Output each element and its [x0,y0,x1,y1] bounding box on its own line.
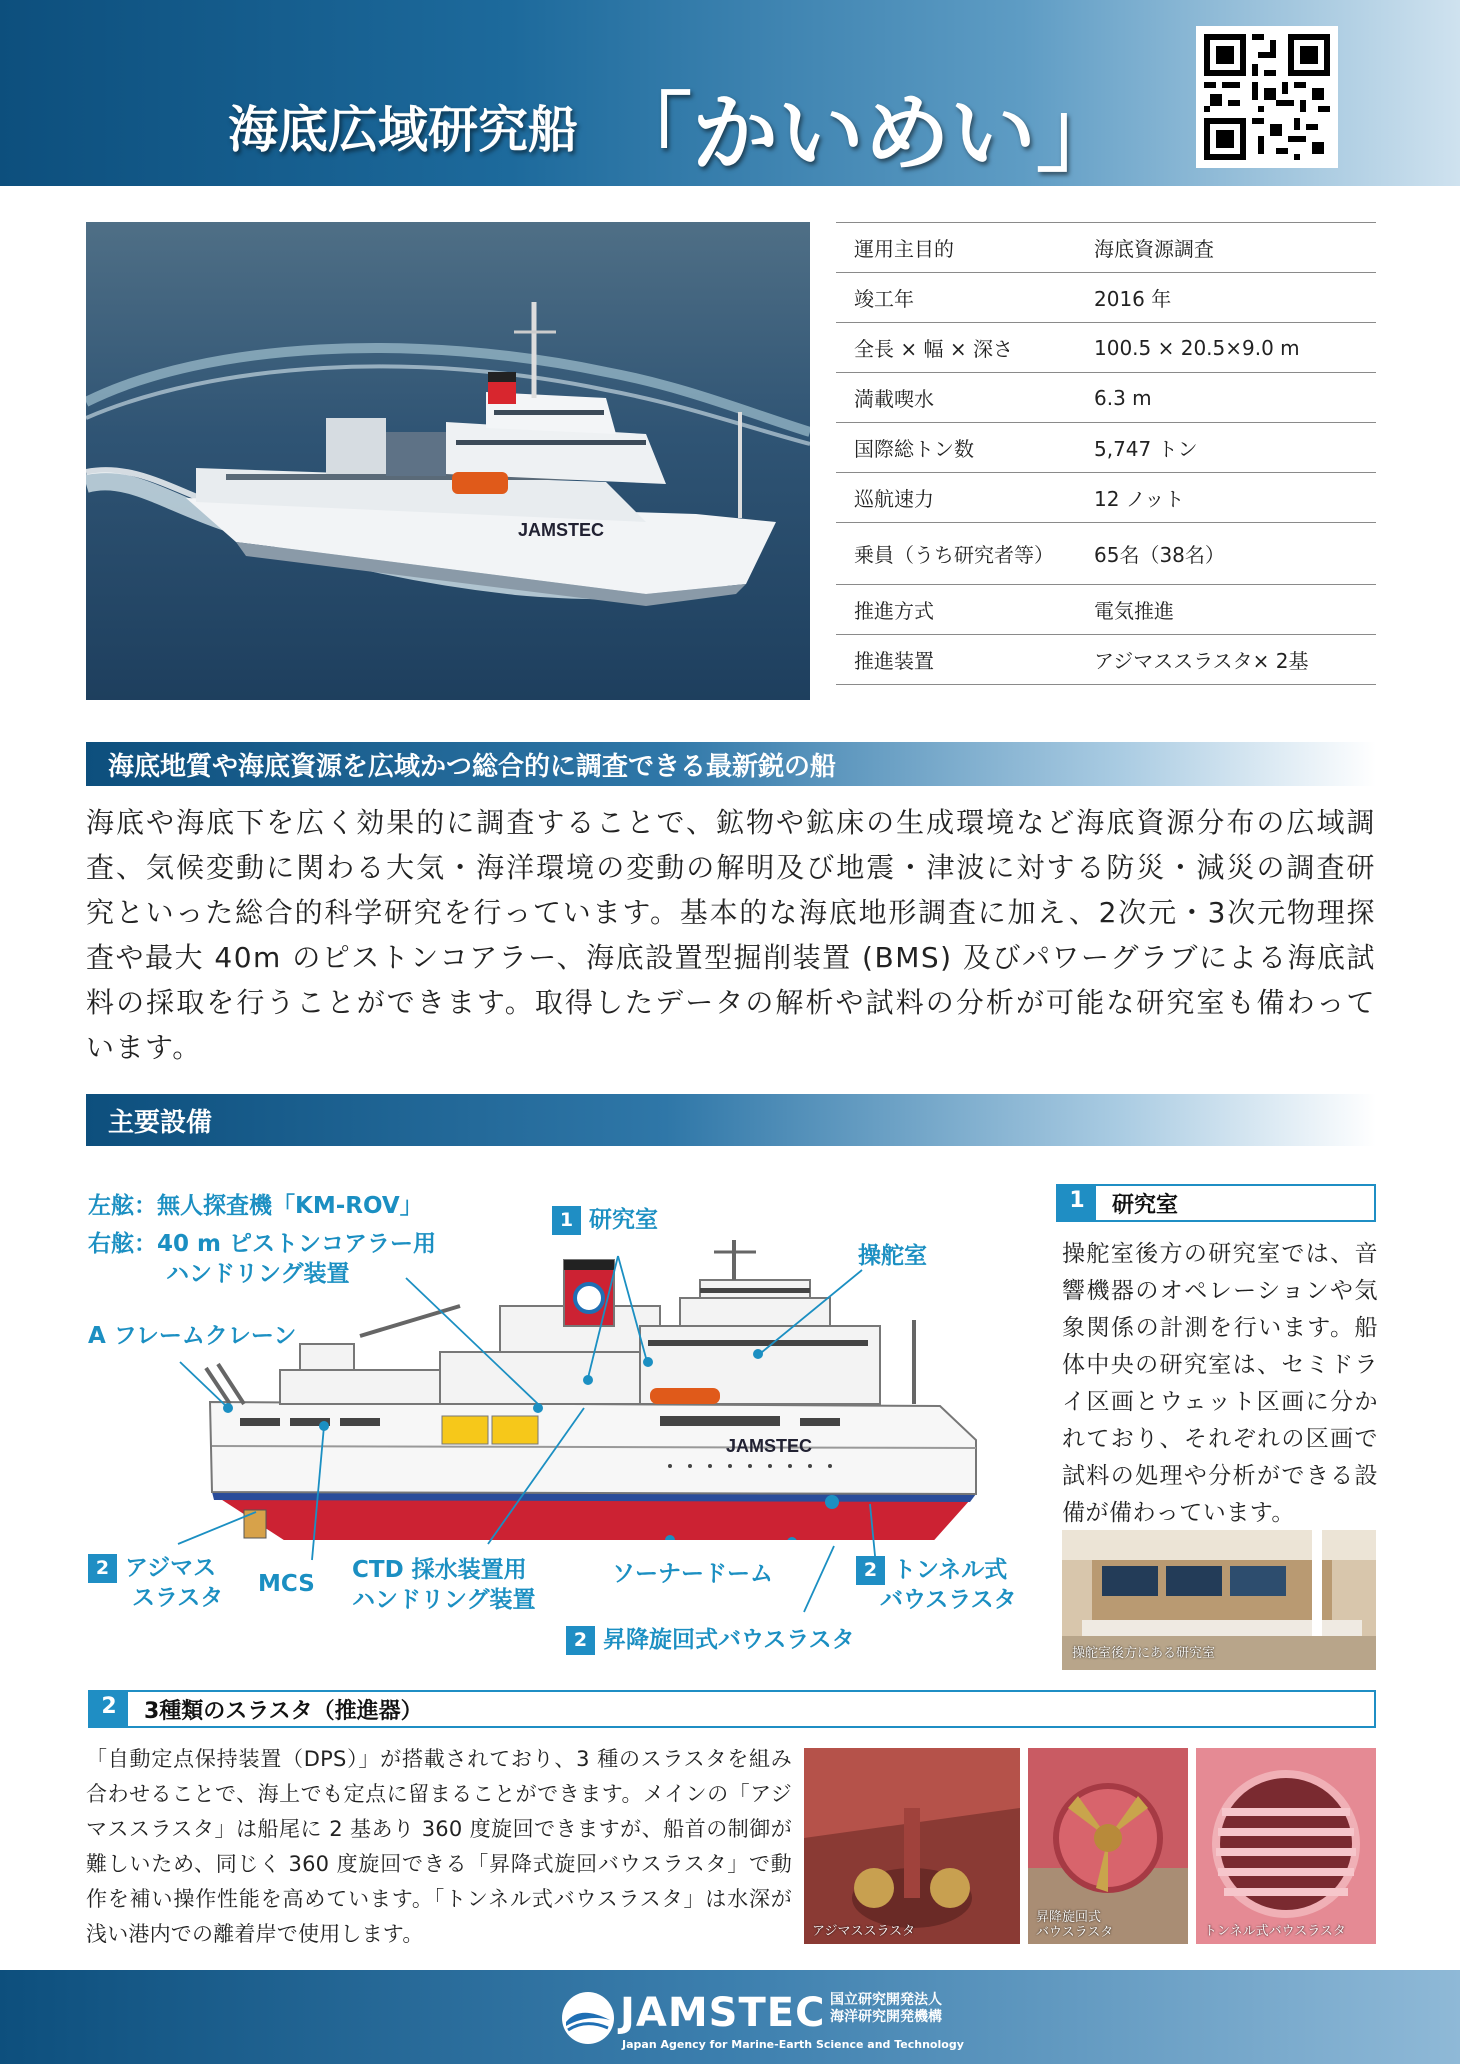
thruster-box-title-text: 3種類のスラスタ（推進器） [144,1698,423,1724]
label-retractable-text: 昇降旋回式バウスラスタ [603,1627,855,1653]
spec-label: 全長 × 幅 × 深さ [836,323,1076,373]
label-azimuth [88,1554,216,1583]
spec-value: 電気推進 [1076,585,1376,635]
retractable-photo-caption-1: 昇降旋回式 [1036,1910,1102,1925]
table-row [836,373,1376,423]
label-tunnel-line2: バウスラスタ [880,1587,1017,1613]
table-row [836,323,1376,373]
badge-num: 2 [856,1556,885,1585]
retractable-photo-caption-2: バウスラスタ [1036,1925,1114,1940]
table-row [836,523,1376,585]
label-sonar: ソーナードーム [612,1561,773,1587]
label-starboard-corer: 右舷：40 m ピストンコアラー用 [88,1231,436,1257]
footer-en-name: Japan Agency for Marine-Earth Science and Technology [622,2038,964,2051]
badge-num: 1 [1058,1186,1096,1220]
table-row [836,585,1376,635]
azimuth-photo-caption: アジマススラスタ [812,1924,916,1939]
spec-label: 乗員（うち研究者等） [836,523,1076,585]
label-tunnel-line1: トンネル式 [893,1557,1008,1583]
table-row [836,635,1376,685]
lab-box-title [1056,1184,1376,1222]
ship-photo [86,222,810,700]
section-heading-equipment: 主要設備 [86,1094,1376,1146]
tunnel-photo [1196,1748,1376,1944]
label-aframe: A フレームクレーン [88,1323,297,1349]
label-azimuth-line1: アジマス [125,1555,217,1581]
spec-label: 巡航速力 [836,473,1076,523]
label-ctd-line2: ハンドリング装置 [352,1587,536,1613]
lab-box-text: 操舵室後方の研究室では、音響機器のオペレーションや気象関係の計測を行います。船体中央の研究室は、セミドライ区画とウェット区画に分かれており、それぞれの区画で試料の処理や分析ができる設備が備わっています。 [1062,1241,1378,1526]
title-ship-name: 「かいめい」 [606,84,1122,184]
spec-value: 6.3 m [1076,373,1376,423]
spec-value: 65名（38名） [1076,523,1376,585]
table-row [836,423,1376,473]
label-starboard-handling: ハンドリング装置 [166,1261,350,1287]
spec-label: 推進装置 [836,635,1076,685]
spec-label: 推進方式 [836,585,1076,635]
footer-jp-line2: 海洋研究開発機構 [830,2009,942,2025]
diagram-hull-text: JAMSTEC [726,1436,813,1456]
specs-table [836,222,1376,685]
thruster-box-text: 「自動定点保持装置（DPS）」が搭載されており、3 種のスラスタを組み合わせることで、海上でも定点に留まることができます。メインの「アジマススラスタ」は船尾に 2 基あり 360 度旋回できますが、船首の制御が難しいため、同じく 360 度旋回できる「昇降式旋回バウスラスタ」で動作を補い操作性能を高めています。「トンネル式バウスラスタ」は水深が浅い港内での離着岸で使用します。 [86,1747,792,1946]
footer-jp-line1: 国立研究開発法人 [830,1992,942,2008]
label-mcs: MCS [258,1571,315,1597]
table-row [836,273,1376,323]
spec-label: 満載喫水 [836,373,1076,423]
section-heading-overview: 海底地質や海底資源を広域かつ総合的に調査できる最新鋭の船 [86,742,1376,786]
spec-label: 運用主目的 [836,223,1076,273]
ship-hull-text: JAMSTEC [518,520,605,540]
label-port-rov: 左舷：無人探査機「KM-ROV」 [88,1193,423,1219]
spec-value: 5,747 トン [1076,423,1376,473]
spec-value: 2016 年 [1076,273,1376,323]
spec-value: アジマススラスタ× 2基 [1076,635,1376,685]
spec-label: 竣工年 [836,273,1076,323]
label-lab [552,1206,658,1235]
table-row [836,223,1376,273]
footer-jp-name [830,1992,942,2026]
badge-num: 2 [88,1554,117,1583]
thruster-box-title [88,1690,1376,1728]
spec-value: 12 ノット [1076,473,1376,523]
label-ctd-line1: CTD 採水装置用 [352,1557,527,1583]
label-bridge: 操舵室 [858,1243,927,1269]
badge-num: 2 [90,1692,128,1726]
tunnel-photo-caption: トンネル式バウスラスタ [1204,1924,1346,1939]
spec-value: 100.5 × 20.5×9.0 m [1076,323,1376,373]
label-azimuth-line2: スラスタ [132,1585,224,1611]
badge-num: 2 [566,1626,595,1655]
page-title [228,64,1122,188]
lab-box-title-text: 研究室 [1112,1192,1179,1218]
footer-brand: JAMSTEC [620,1990,826,2036]
label-retractable [566,1626,855,1655]
title-main: 海底広域研究船 [228,101,578,159]
lab-photo-caption: 操舵室後方にある研究室 [1072,1646,1216,1661]
spec-label: 国際総トン数 [836,423,1076,473]
lab-photo [1062,1530,1376,1670]
label-tunnel [856,1556,1007,1585]
footer [0,1970,1460,2064]
overview-text: 海底や海底下を広く効果的に調査することで、鉱物や鉱床の生成環境など海底資源分布の広域調査、気候変動に関わる大気・海洋環境の変動の解明及び地震・津波に対する防災・減災の調査研究といった総合的科学研究を行っています。基本的な海底地形調査に加え、2次元・3次元物理探査や最大 40m のピストンコアラー、海底設置型掘削装置 (BMS) 及びパワーグラブによる海底試料の採取を行うことができます。取得したデータの解析や試料の分析が可能な研究室も備わっています。 [86,806,1376,1064]
table-row [836,473,1376,523]
header-banner [0,0,1460,186]
label-lab-text: 研究室 [589,1207,658,1233]
jamstec-logo-icon [560,1990,616,2046]
retractable-photo [1028,1748,1188,1944]
qr-code-icon[interactable] [1196,26,1338,168]
azimuth-photo [804,1748,1020,1944]
badge-num: 1 [552,1206,581,1235]
spec-value: 海底資源調査 [1076,223,1376,273]
